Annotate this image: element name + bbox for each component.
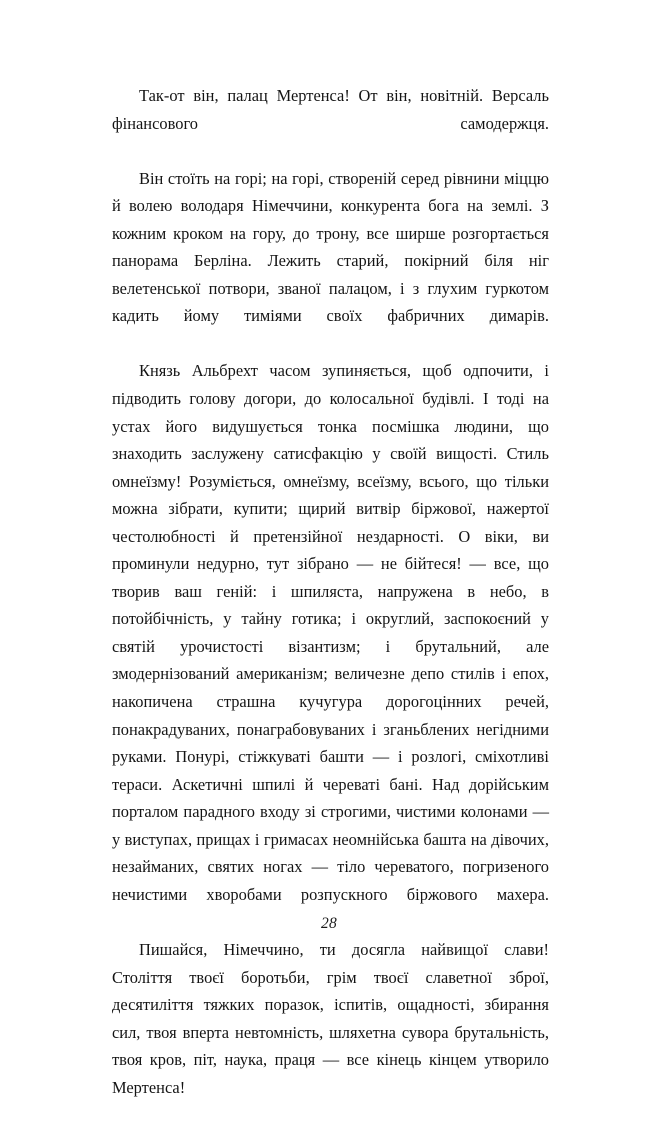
paragraph: Пишайся, Німеччино, ти досягла найвищої слави! Століття твоєї боротьби, грім твоєї славетної зброї, десятиліття тяжких поразок, іспитів, ощадності, збирання сил, твоя вперта невтомність, шляхетна сувора брутальність, твоя кров, піт, наука, праця — все кінець кінцем утворило Мертенса! — [112, 939, 549, 1097]
paragraph: Так-от він, палац Мертенса! От він, новітній. Версаль фінансового самодержця. — [112, 86, 549, 133]
paragraph: Князь Альбрехт часом зупиняється, щоб одпочити, і підводить голову догори, до колосальної будівлі. І тоді на устах його видушується тонка посмішка людини, що знаходить заслужену сатисфакцію у своїй вищості. Стиль омнеїзму! Розуміється, омнеїзму, всеїзму, всього, що тільки можна зібрати, купити; щирий витвір біржової, нажертої честолюбності й претензійної нездарності. О віки, ви проминули недурно, тут зібрано — не бійтеся! — все, що творив ваш геній: і шпиляста, напружена в небо, в потойбічність, у тайну готика; і округлий, заспокоєний у святій урочистості візантизм; і брутальний, але змодернізований американізм; величезне депо стилів і епох, накопичена страшна кучугура дорогоцінних речей, понакрадуваних, понаграбовуваних і зганьблених негідними руками. Понурі, стіжкуваті башти — і розлогі, сміхотливі тераси. Аскетичні шпилі й череваті бані. Над дорійським порталом парадного входу зі строгими, чистими колонами — у виступах, прищах і гримасах неомнійська башта на дівочих, незайманих, святих ногах — тіло череватого, погризеного нечистими хворобами розпускного біржового махера. — [112, 361, 549, 904]
page-number: 28 — [320, 915, 338, 932]
body-text-block — [112, 82, 549, 1129]
paragraph: Він стоїть на горі; на горі, створеній серед рівнини міццю й волею володаря Німеччини, конкурента бога на землі. З кожним кроком на гору, до трону, все ширше розгортається панорама Берліна. Лежить старий, покірний біля ніг велетенської потвори, званої палацом, і з глухим гуркотом кадить йому тиміями своїх фабричних димарів. — [112, 168, 549, 326]
